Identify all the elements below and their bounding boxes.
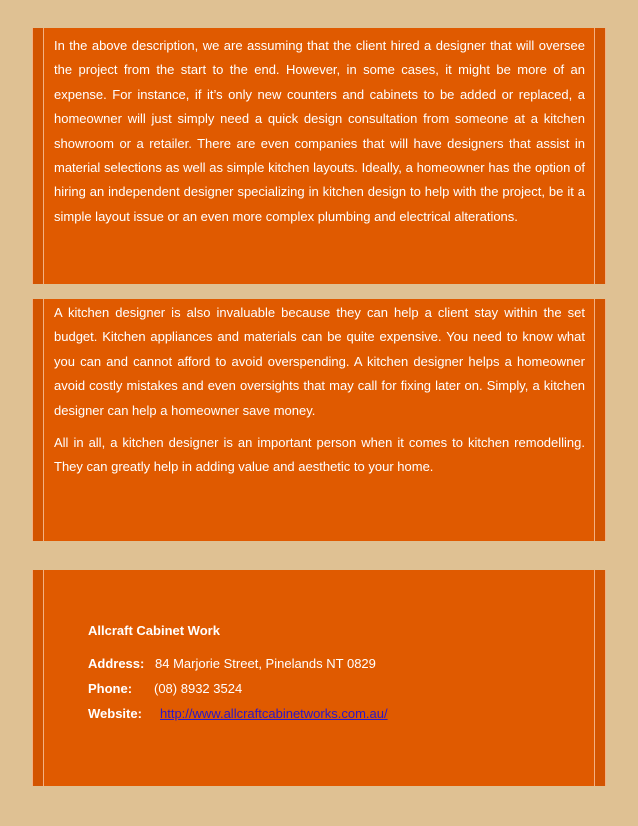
address-row — [88, 651, 585, 676]
address-label: Address: — [88, 656, 145, 671]
website-label: Website: — [88, 706, 142, 721]
website-link[interactable]: http://www.allcraftcabinetworks.com.au/ — [160, 706, 388, 721]
paragraph-conclusion: All in all, a kitchen designer is an important person when it comes to kitchen remodelling. They can greatly help in adding value and aesthetic to your home. — [54, 435, 585, 475]
phone-label: Phone: — [88, 681, 133, 696]
phone-value: (08) 8932 3524 — [154, 681, 243, 696]
text-box-designer-options — [32, 28, 606, 284]
contact-box — [32, 570, 606, 786]
text-box-budget — [32, 299, 606, 541]
address-value: 84 Marjorie Street, Pinelands NT 0829 — [155, 656, 376, 671]
paragraph-designer-options: In the above description, we are assuming that the client hired a designer that will oversee the project from the start to the end. However, in some cases, it might be more of an expense. For instance, if it’s only new counters and cabinets to be added or replaced, a homeowner will just simply need a quick design consultation from someone at a kitchen showroom or a retailer. There are even companies that will have designers that assist in material selections as well as simple kitchen layouts. Ideally, a homeowner has the option of hiring an independent designer specializing in kitchen design to help with the project, be it a simple layout issue or an even more complex plumbing and electrical alterations. — [54, 38, 585, 224]
phone-row — [88, 676, 585, 701]
company-name: Allcraft Cabinet Work — [88, 623, 220, 638]
paragraph-budget: A kitchen designer is also invaluable because they can help a client stay within the set budget. Kitchen appliances and materials can be quite expensive. You need to know what you can and cannot afford to avoid overspending. A kitchen designer helps a homeowner avoid costly mistakes and even oversights that may call for fixing later on. Simply, a kitchen designer can help a homeowner save money. — [54, 305, 585, 418]
website-row — [88, 701, 585, 726]
